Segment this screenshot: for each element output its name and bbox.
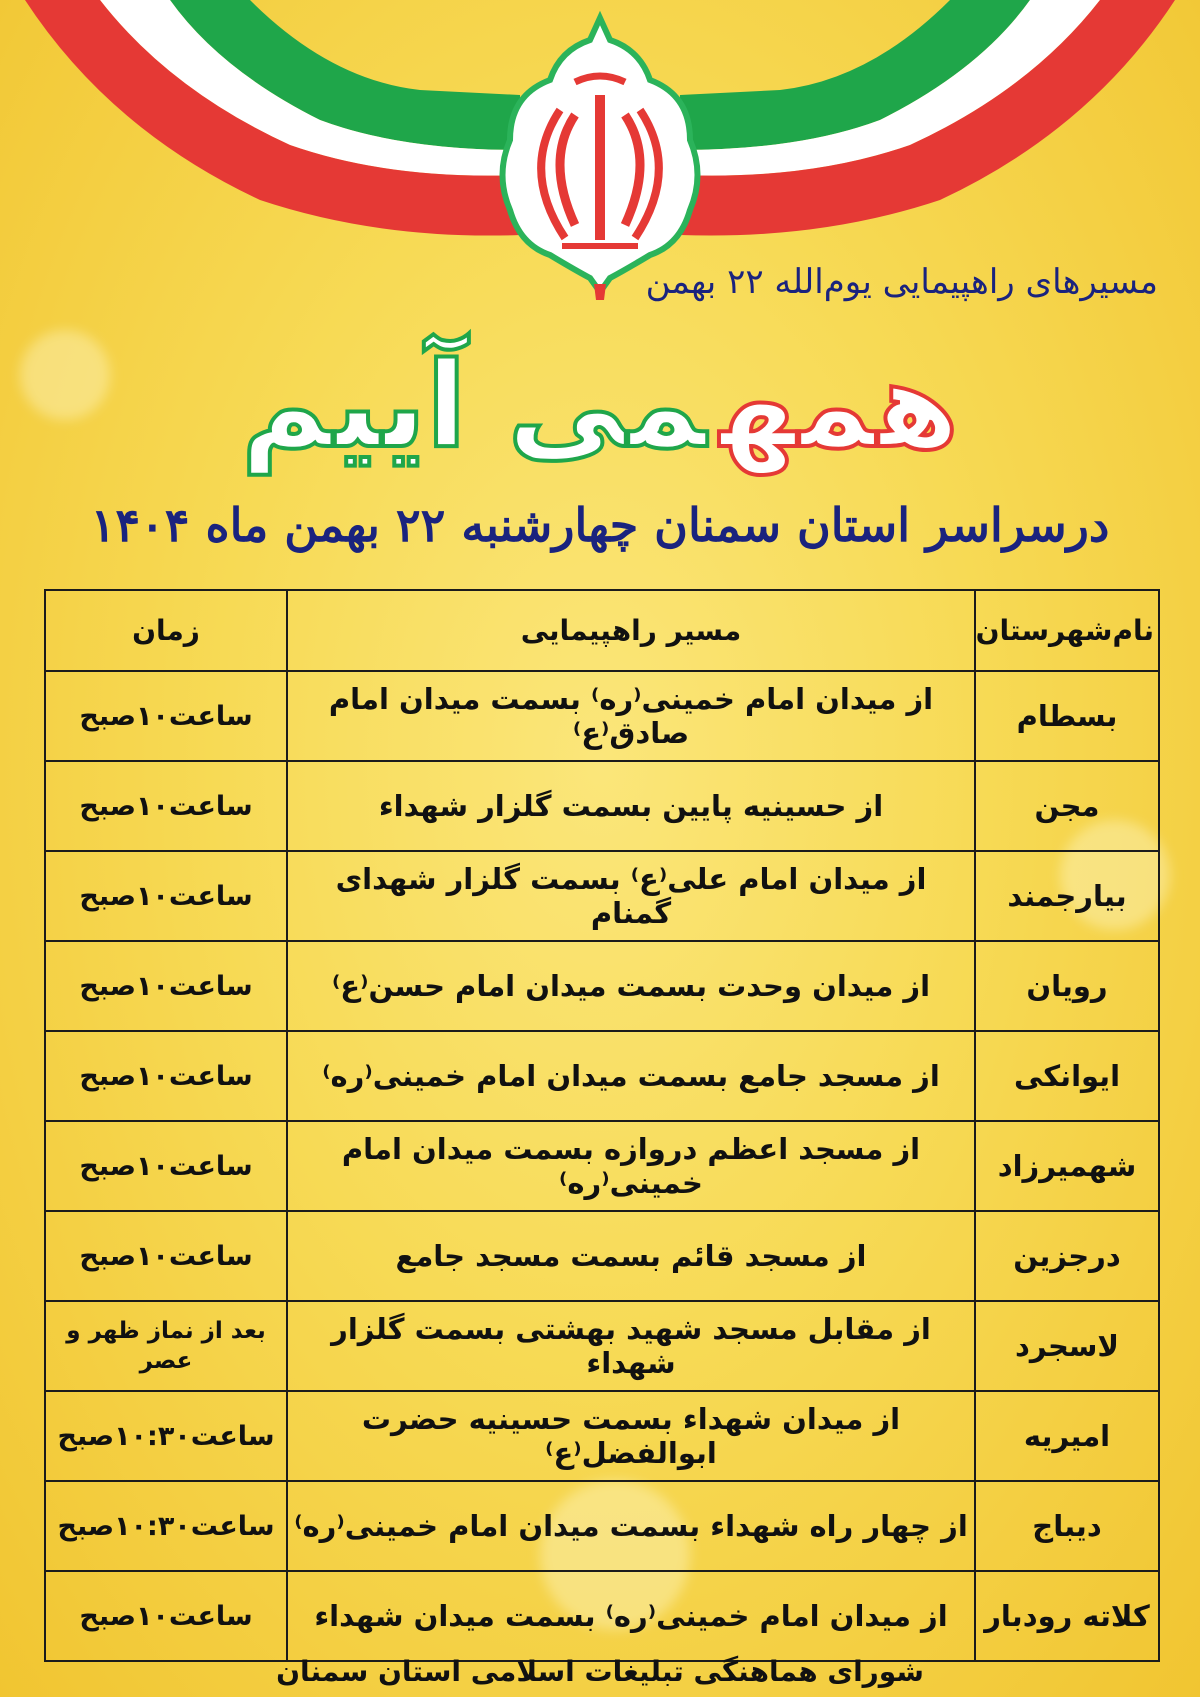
city-cell: لاسجرد	[975, 1301, 1159, 1391]
flag-ribbon-left	[25, 0, 520, 236]
table-row	[45, 671, 1159, 761]
table-row	[45, 941, 1159, 1031]
route-cell: از حسینیه پایین بسمت گلزار شهداء	[287, 761, 975, 851]
city-cell: امیریه	[975, 1391, 1159, 1481]
time-cell: ساعت۱۰صبح	[45, 941, 287, 1031]
time-cell: بعد از نماز ظهر و عصر	[45, 1301, 287, 1391]
route-cell: از میدان شهداء بسمت حسینیه حضرت ابوالفضل⁽ع⁾	[287, 1391, 975, 1481]
headline-part-1: همه	[720, 336, 959, 474]
table-row	[45, 1571, 1159, 1661]
table-row	[45, 1121, 1159, 1211]
route-cell: از میدان امام خمینی⁽ره⁾ بسمت میدان شهداء	[287, 1571, 975, 1661]
table-row	[45, 851, 1159, 941]
flag-banner-with-emblem	[0, 0, 1200, 300]
time-cell: ساعت۱۰:۳۰صبح	[45, 1391, 287, 1481]
route-cell: از چهار راه شهداء بسمت میدان امام خمینی⁽ره⁾	[287, 1481, 975, 1571]
subtitle: مسیرهای راهپیمایی یوم‌الله ۲۲ بهمن	[645, 262, 1158, 302]
table-row	[45, 1301, 1159, 1391]
table-row	[45, 1391, 1159, 1481]
route-cell: از مسجد اعظم دروازه بسمت میدان امام خمینی⁽ره⁾	[287, 1121, 975, 1211]
column-header-city: نام‌شهرستان	[975, 590, 1159, 671]
table-row	[45, 1481, 1159, 1571]
time-cell: ساعت۱۰صبح	[45, 671, 287, 761]
time-cell: ساعت۱۰صبح	[45, 1121, 287, 1211]
city-cell: شهمیرزاد	[975, 1121, 1159, 1211]
route-cell: از میدان وحدت بسمت میدان امام حسن⁽ع⁾	[287, 941, 975, 1031]
city-cell: بسطام	[975, 671, 1159, 761]
route-cell: از میدان امام خمینی⁽ره⁾ بسمت میدان امام صادق⁽ع⁾	[287, 671, 975, 761]
iran-emblem	[503, 18, 698, 300]
table-row	[45, 1031, 1159, 1121]
time-cell: ساعت۱۰صبح	[45, 1211, 287, 1301]
city-cell: بیارجمند	[975, 851, 1159, 941]
flag-ribbon-right	[680, 0, 1175, 236]
table-row	[45, 761, 1159, 851]
headline	[0, 325, 1200, 485]
city-cell: مجن	[975, 761, 1159, 851]
time-cell: ساعت۱۰صبح	[45, 1571, 287, 1661]
time-cell: ساعت۱۰صبح	[45, 851, 287, 941]
city-cell: دیباج	[975, 1481, 1159, 1571]
time-cell: ساعت۱۰صبح	[45, 1031, 287, 1121]
headline-part-2: می آییم	[241, 336, 707, 474]
time-cell: ساعت۱۰:۳۰صبح	[45, 1481, 287, 1571]
column-header-route: مسیر راهپیمایی	[287, 590, 975, 671]
organization-footer: شورای هماهنگی تبلیغات اسلامی استان سمنان	[276, 1655, 924, 1688]
event-date-line: درسراسر استان سمنان چهارشنبه ۲۲ بهمن ماه ۱۴۰۴	[90, 498, 1110, 552]
city-cell: ایوانکی	[975, 1031, 1159, 1121]
routes-table	[44, 589, 1160, 1662]
city-cell: کلاته رودبار	[975, 1571, 1159, 1661]
route-cell: از مسجد قائم بسمت مسجد جامع	[287, 1211, 975, 1301]
time-cell: ساعت۱۰صبح	[45, 761, 287, 851]
city-cell: درجزین	[975, 1211, 1159, 1301]
route-cell: از میدان امام علی⁽ع⁾ بسمت گلزار شهدای گمنام	[287, 851, 975, 941]
table-row	[45, 1211, 1159, 1301]
column-header-time: زمان	[45, 590, 287, 671]
route-cell: از مسجد جامع بسمت میدان امام خمینی⁽ره⁾	[287, 1031, 975, 1121]
table-header-row	[45, 590, 1159, 671]
route-cell: از مقابل مسجد شهید بهشتی بسمت گلزار شهداء	[287, 1301, 975, 1391]
city-cell: رویان	[975, 941, 1159, 1031]
